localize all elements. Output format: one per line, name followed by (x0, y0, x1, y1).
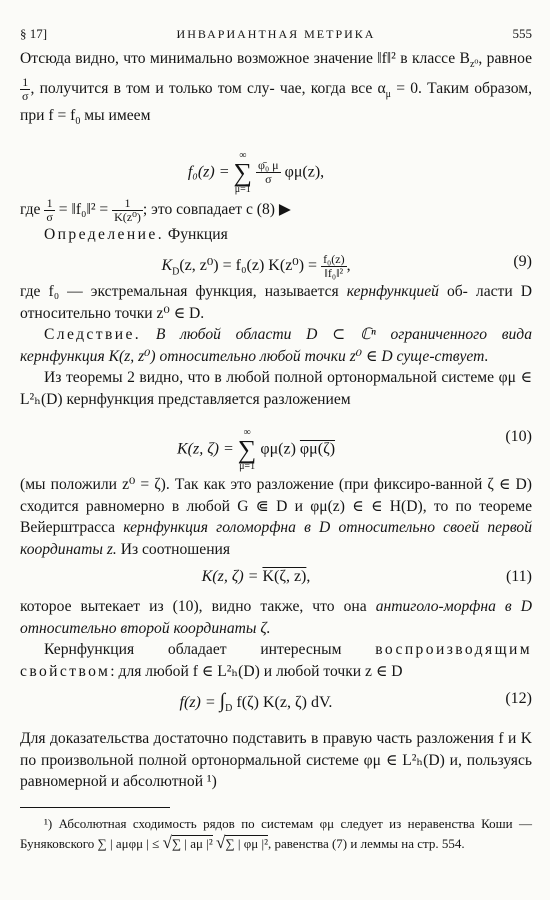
equation-11: K(z, ζ) = K(ζ, z), (11) (201, 568, 532, 586)
equation-9: $K_D(z$, z⁰) = f₀(z) K(z⁰) = $\frac{\text{f₀(z)}}{\text{‖f₀‖²}}$ , (9) (161, 252, 532, 281)
corollary: Следствие. В любой области D ⊂ ℂⁿ ограниченного вида кернфункция K(z, z⁰) относительно любой точки z⁰ ∈ D суще-ствует. (20, 326, 532, 365)
section-number: § 17] (20, 26, 48, 41)
equation-12: $f(z) = \int_D$ f(ζ) K(z, ζ) dV. (12) (179, 690, 532, 715)
paragraph-8: Для доказательства достаточно подставить в правую часть разложения f и K по произвольной полной ортонормальной системе φμ ∈ L²ₕ(D) и, пользуясь равномерной и абсолютной ¹) (20, 730, 532, 791)
page (20, 26, 532, 853)
equation-number: (10) (505, 428, 532, 446)
equation-number: (11) (505, 568, 532, 586)
fraction-one-over-sigma: $\frac{1}{\sigma}$ (22, 74, 29, 103)
paragraph-7: Кернфункция обладает интересным воспроизводящим свойством: для любой f ∈ L²ₕ(D) и любой точки z ∈ D (20, 641, 532, 680)
sum-symbol: ∞ ∑ μ=1 (233, 149, 253, 195)
running-header (20, 26, 532, 48)
equation-number: (12) (505, 690, 532, 708)
footnote-rule (20, 807, 170, 808)
paragraph-2: где $\frac{1}{\sigma}$ = ‖f₀‖² = $\frac{1}{\text{K(z⁰)}}$ ; это совпадает с (8) ▶ (20, 195, 291, 224)
running-title: ИНВАРИАНТНАЯ МЕТРИКА (176, 27, 376, 41)
equation-10: K(z, ζ) = ∞ ∑ μ=1 φμ(z) φμ(ζ) (10) (176, 427, 532, 473)
page-number: 555 (512, 26, 532, 41)
paragraph-5: (мы положили z⁰ = ζ). Так как это разложение (при фиксиро-ванной ζ ∈ D) сходится равномерно в любой G ⋐ D и φμ(z) ∈ ∈ H(D), то по теореме Вейерштрасса кернфункция голоморфна в D относительно своей первой координаты z. Из соотношения (20, 476, 532, 558)
paragraph-1: Отсюда видно, что минимально возможное значение ‖f‖² в классе $B_{z^0}$, равное $\frac{1}{\sigma}$ , получится в том и только том слу- чае, когда все $\alpha_\mu = 0$. Таким образом, при $f = f_0$ мы имеем (20, 50, 533, 128)
paragraph-6: которое вытекает из (10), видно также, что она антиголо-морфна в D относительно второй координаты ζ. (20, 598, 532, 637)
paragraph-4: Из теоремы 2 видно, что в любой полной ортонормальной системе φμ ∈ L²ₕ(D) кернфункция представляется разложением (20, 369, 532, 408)
paragraph-3: где f₀ — экстремальная функция, называется кернфункцией об- ласти D относительно точки z⁰ ∈ D. (20, 283, 532, 322)
definition: Определение. Функция (44, 225, 228, 243)
equation-number: (9) (513, 253, 532, 271)
footnote: ¹) Абсолютная сходимость рядов по системам φμ следует из неравенства Коши — Буняковского ∑ | aμφμ | ≤ √∑ | aμ |² √∑ | φμ |², равенства (7) и леммы на стр. 554. (20, 815, 532, 852)
equation-f0: f₀(z) = ∞ ∑ μ=1 $\frac{\text{φ̄₀ μ}}{\sigma}$ φμ(z), (187, 149, 325, 195)
